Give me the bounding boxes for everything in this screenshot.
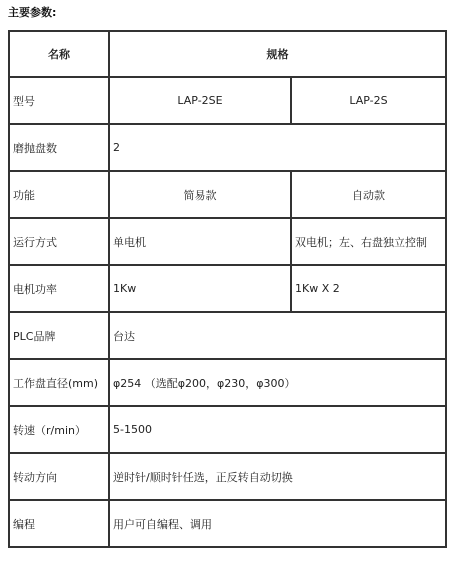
row-label: 转速（r/min） [9,406,109,453]
row-label: 电机功率 [9,265,109,312]
table-row [9,312,446,359]
row-value: 自动款 [291,171,446,218]
table-row [9,171,446,218]
spec-table [8,30,447,548]
row-value: 5-1500 [109,406,446,453]
row-label: 工作盘直径(mm) [9,359,109,406]
row-label: 型号 [9,77,109,124]
row-label: 运行方式 [9,218,109,265]
header-name: 名称 [9,31,109,77]
row-value: 台达 [109,312,446,359]
section-heading: 主要参数: [8,6,57,19]
row-value: LAP-2SE [109,77,291,124]
row-value: 单电机 [109,218,291,265]
table-row [9,124,446,171]
row-value: LAP-2S [291,77,446,124]
table-header-row [9,31,446,77]
row-value: 1Kw X 2 [291,265,446,312]
row-value: 双电机；左、右盘独立控制 [291,218,446,265]
row-value: 2 [109,124,446,171]
row-label: 磨抛盘数 [9,124,109,171]
table-row [9,265,446,312]
table-row [9,500,446,547]
row-label: 编程 [9,500,109,547]
row-value: 逆时针/顺时针任选，正反转自动切换 [109,453,446,500]
table-row [9,359,446,406]
row-value: φ254 （选配φ200，φ230，φ300） [109,359,446,406]
row-value: 简易款 [109,171,291,218]
row-label: 功能 [9,171,109,218]
table-row [9,77,446,124]
row-value: 1Kw [109,265,291,312]
row-value: 用户可自编程、调用 [109,500,446,547]
row-label: 转动方向 [9,453,109,500]
table-row [9,453,446,500]
header-spec: 规格 [109,31,446,77]
table-row [9,406,446,453]
table-row [9,218,446,265]
row-label: PLC品牌 [9,312,109,359]
